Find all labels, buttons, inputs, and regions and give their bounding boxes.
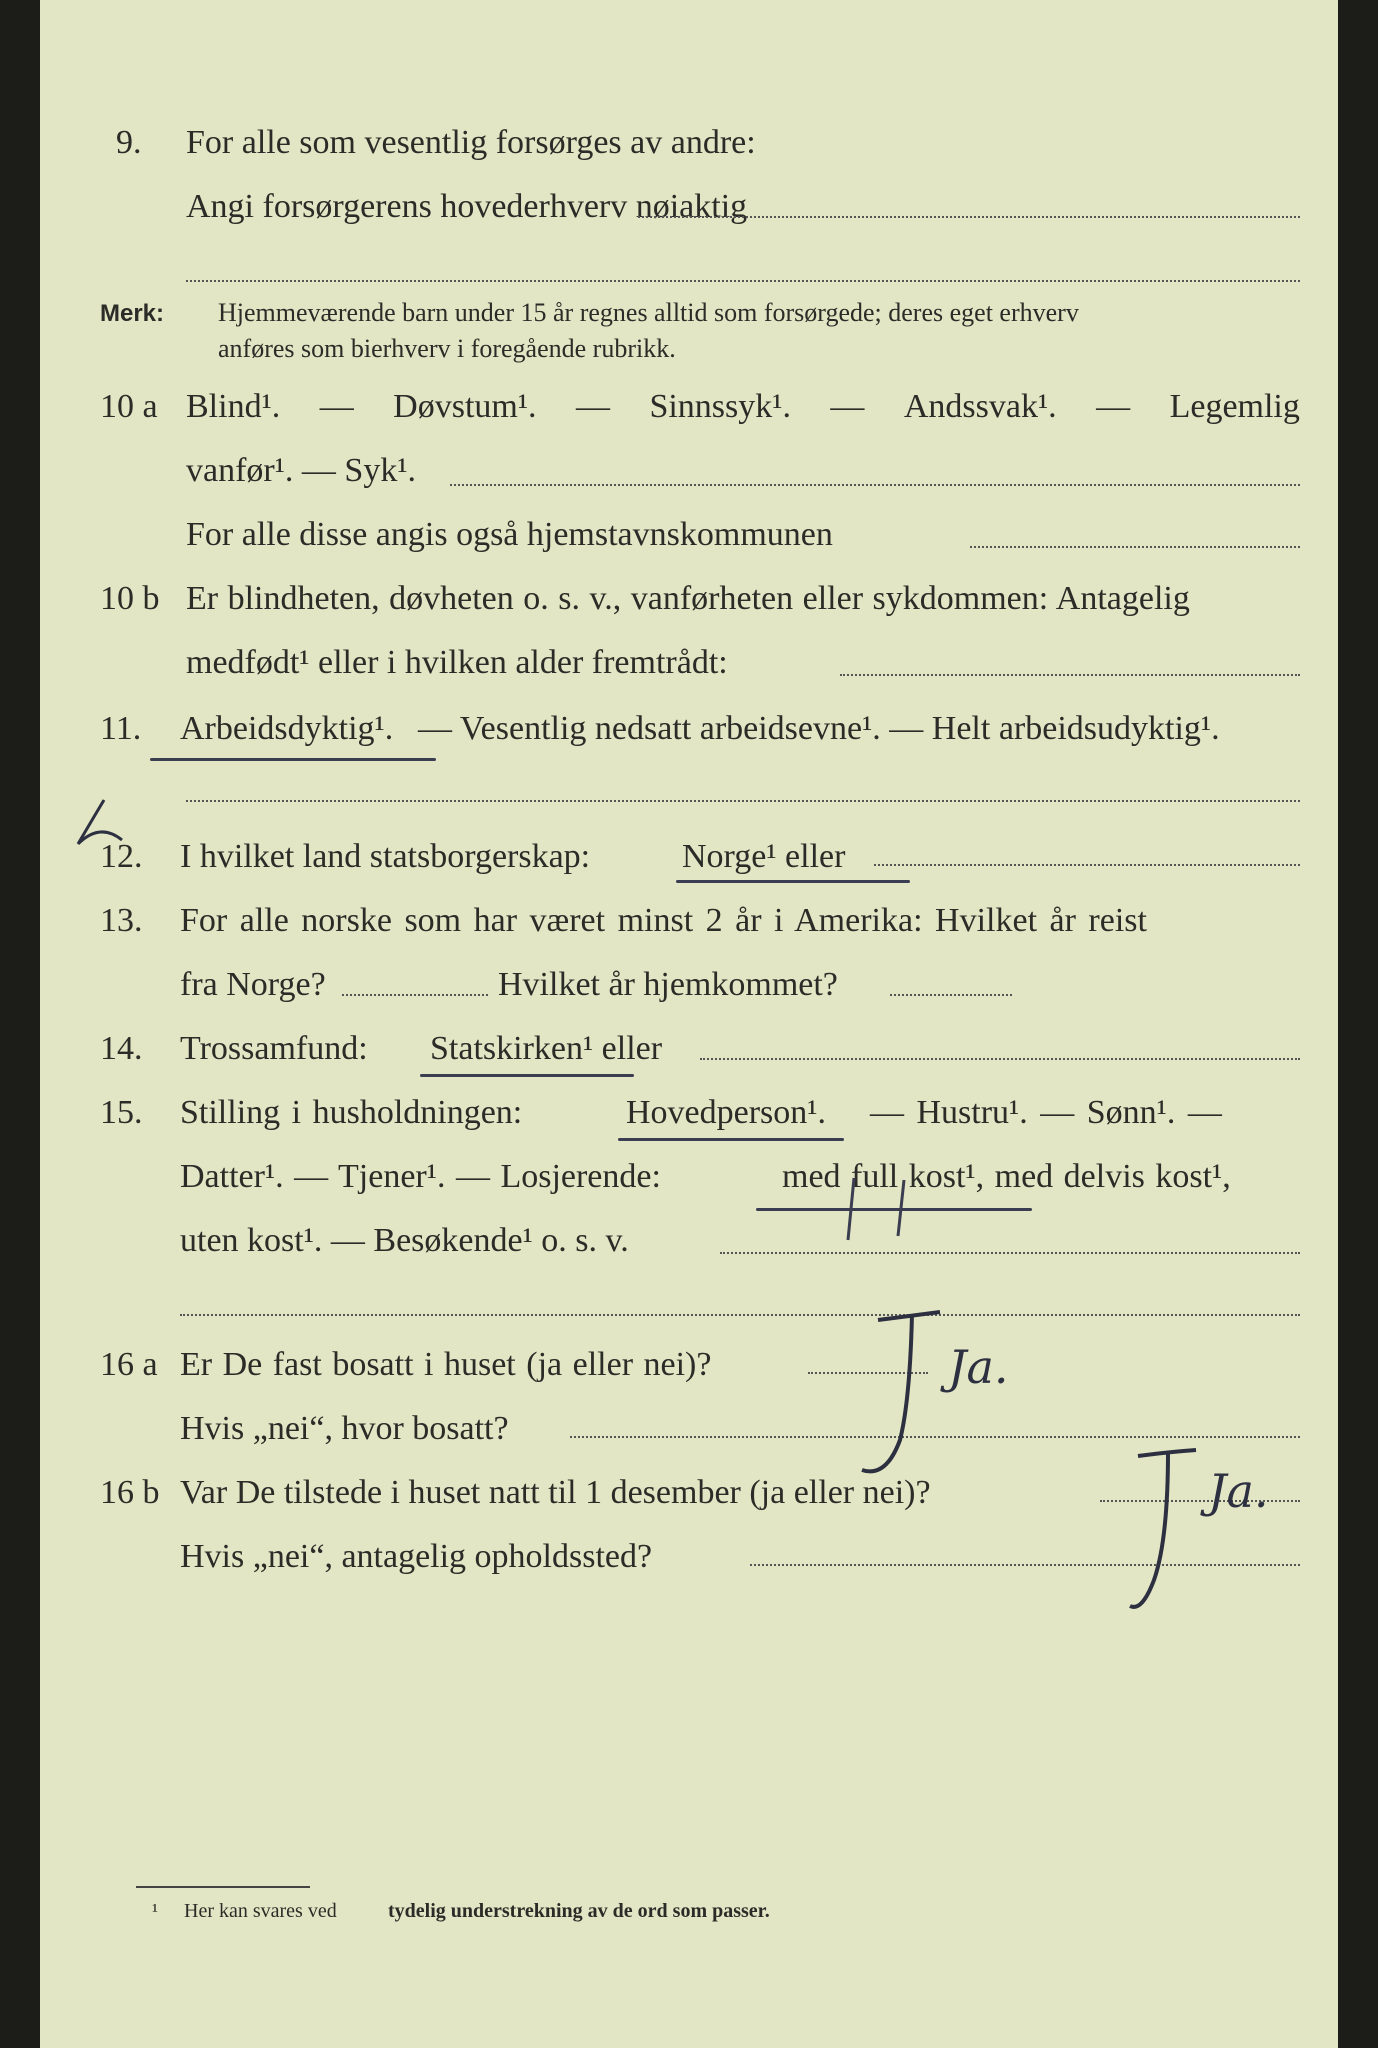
question-text: medfødt¹ eller i hvilken alder fremtrådt: — [186, 644, 728, 681]
footnote-mark: ¹ — [152, 1900, 158, 1922]
option-arbeidsdyktig[interactable]: Arbeidsdyktig¹. — [180, 710, 394, 747]
answer-statskirken[interactable]: Statskirken¹ eller — [430, 1030, 663, 1067]
option-andssvak[interactable]: Andssvak¹. — [903, 388, 1057, 425]
handwritten-answer-16a: Ja. — [948, 1340, 1009, 1394]
question-text: Datter¹. — Tjener¹. — Losjerende: — [180, 1158, 661, 1195]
question-number: 14. — [100, 1030, 143, 1067]
question-number: 13. — [100, 902, 143, 939]
question-text: Hvis „nei“, hvor bosatt? — [180, 1410, 509, 1447]
question-text: Stilling i husholdningen: — [180, 1094, 523, 1131]
question-text: For alle som vesentlig forsørges av andre: — [186, 124, 756, 161]
question-text: Trossamfund: — [180, 1030, 368, 1067]
question-number: 16 a — [100, 1346, 158, 1383]
footnote-text: Her kan svares ved — [184, 1900, 337, 1922]
question-text: Hvis „nei“, antagelig opholdssted? — [180, 1538, 653, 1575]
question-text: Angi forsørgerens hovederhverv nøiaktig — [186, 188, 748, 225]
option-sinnssyk[interactable]: Sinnssyk¹. — [649, 388, 791, 425]
question-text: — Hustru¹. — Sønn¹. — — [870, 1094, 1222, 1131]
question-number: 12. — [100, 838, 143, 875]
question-number: 10 a — [100, 388, 158, 425]
question-text: vanfør¹. — Syk¹. — [186, 452, 417, 489]
option-blind[interactable]: Blind¹. — [186, 388, 281, 425]
question-text: Er blindheten, døvheten o. s. v., vanførheten eller sykdommen: Antagelig — [186, 580, 1190, 617]
question-text: med full kost¹, med delvis kost¹, — [782, 1158, 1231, 1195]
question-text: Hvilket år hjemkommet? — [498, 966, 838, 1003]
question-text: For alle norske som har været minst 2 år i Amerika: Hvilket år reist — [180, 902, 1147, 939]
question-number: 10 b — [100, 580, 160, 617]
question-text: Er De fast bosatt i huset (ja eller nei)? — [180, 1346, 712, 1383]
check-mark-icon — [78, 800, 122, 844]
separator: — — [576, 388, 610, 425]
census-form-page — [40, 0, 1338, 2048]
note-label: Merk: — [100, 300, 165, 327]
answer-norge[interactable]: Norge¹ eller — [682, 838, 846, 875]
handwriting-layer — [40, 0, 1338, 2048]
note-text: Hjemmeværende barn under 15 år regnes alltid som forsørgede; deres eget erhverv — [218, 298, 1079, 327]
handwritten-answer-16b: Ja. — [1208, 1464, 1269, 1518]
separator: — — [319, 388, 354, 425]
separator: — — [1096, 388, 1131, 425]
option-legemlig[interactable]: Legemlig — [1169, 388, 1300, 425]
handwritten-j-icon — [1130, 1450, 1196, 1607]
question-number: 9. — [116, 124, 142, 161]
separator: — — [830, 388, 865, 425]
note-text: anføres som bierhverv i foregående rubrikk. — [218, 334, 676, 363]
option-hovedperson[interactable]: Hovedperson¹. — [626, 1094, 826, 1131]
question-number: 16 b — [100, 1474, 160, 1511]
footnote-rule — [136, 1886, 310, 1888]
option-dovstum[interactable]: Døvstum¹. — [393, 388, 537, 425]
question-text: fra Norge? — [180, 966, 326, 1003]
question-text: — Vesentlig nedsatt arbeidsevne¹. — Helt arbeidsudyktig¹. — [418, 710, 1220, 747]
question-number: 11. — [100, 710, 142, 747]
question-text: For alle disse angis også hjemstavnskommunen — [186, 516, 833, 553]
question-text: uten kost¹. — Besøkende¹ o. s. v. — [180, 1222, 629, 1259]
strike-marks-icon — [848, 1178, 904, 1240]
question-text: Var De tilstede i huset natt til 1 desember (ja eller nei)? — [180, 1474, 931, 1511]
handwritten-j-icon — [862, 1312, 940, 1471]
footnote-bold: tydelig understrekning av de ord som passer. — [388, 1900, 770, 1922]
question-text: I hvilket land statsborgerskap: — [180, 838, 591, 875]
question-number: 15. — [100, 1094, 143, 1131]
